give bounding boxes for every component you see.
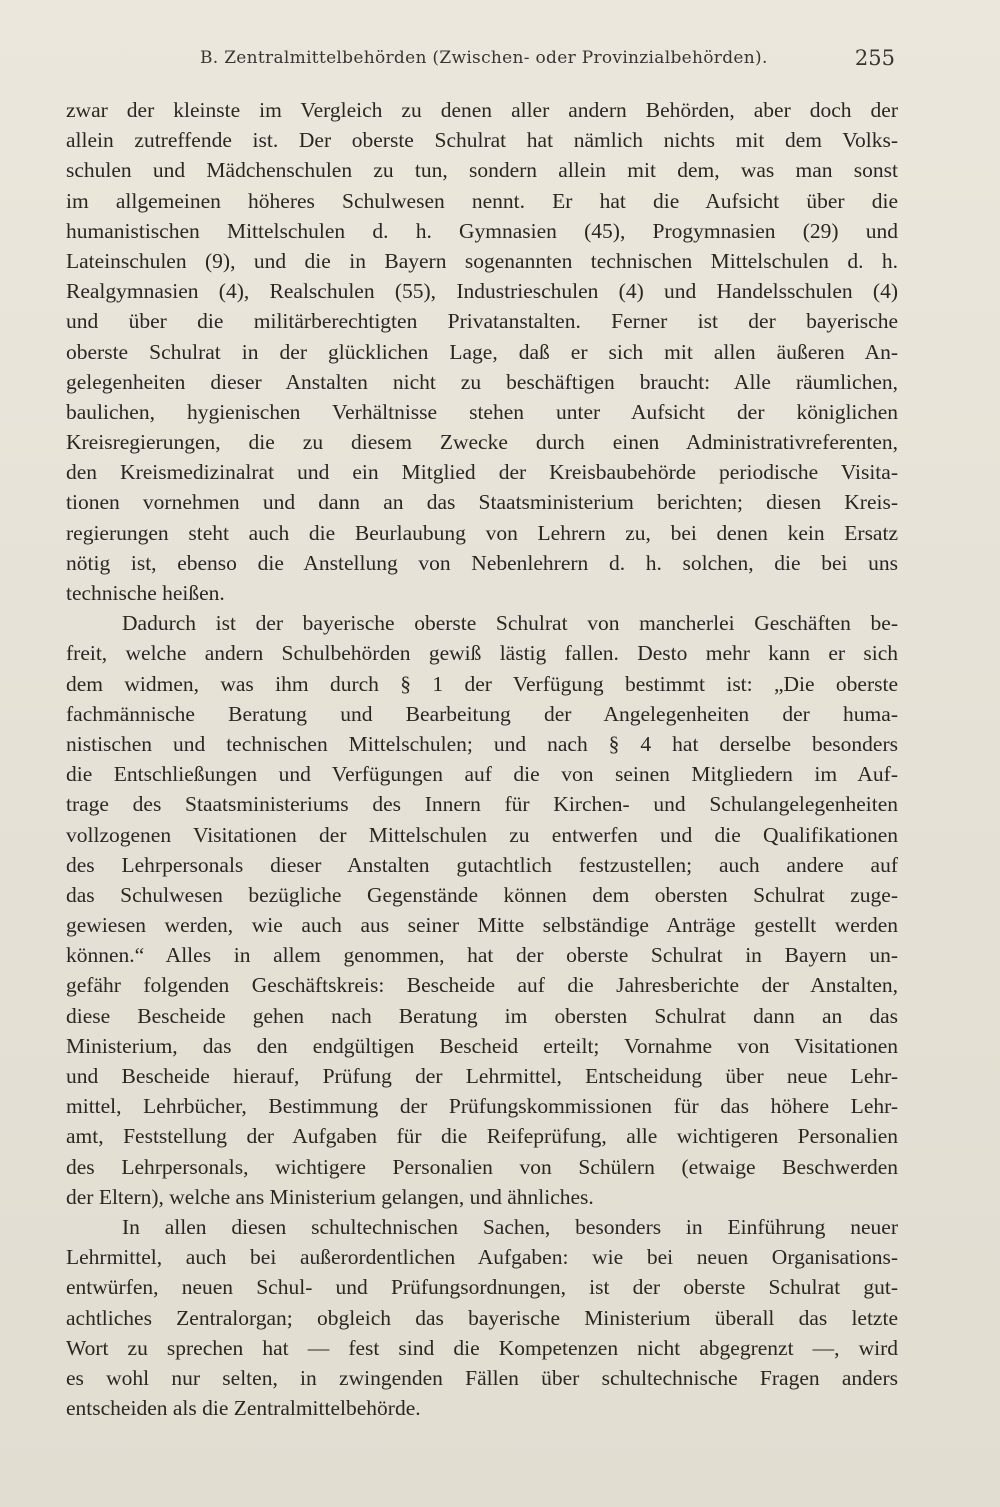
- text-line: entwürfen, neuen Schul- und Prüfungsordnungen, ist der oberste Schulrat gut-: [66, 1275, 898, 1300]
- text-line: Wort zu sprechen hat — fest sind die Kompetenzen nicht abgegrenzt —, wird: [66, 1335, 898, 1360]
- text-line: vollzogenen Visitationen der Mittelschulen zu entwerfen und die Qualifikationen: [66, 822, 898, 847]
- text-line: den Kreismedizinalrat und ein Mitglied der Kreisbaubehörde periodische Visita-: [66, 460, 898, 485]
- text-line: diese Bescheide gehen nach Beratung im obersten Schulrat dann an das: [66, 1003, 898, 1028]
- text-line: freit, welche andern Schulbehörden gewiß lästig fallen. Desto mehr kann er sich: [66, 641, 898, 666]
- text-line: zwar der kleinste im Vergleich zu denen aller andern Behörden, aber doch der: [66, 98, 898, 122]
- text-line: fachmännische Beratung und Bearbeitung der Angelegenheiten der huma-: [66, 701, 898, 726]
- text-line: und Bescheide hierauf, Prüfung der Lehrmittel, Entscheidung über neue Lehr-: [66, 1064, 898, 1088]
- text-line: baulichen, hygienischen Verhältnisse stehen unter Aufsicht der königlichen: [66, 399, 898, 424]
- text-line: des Lehrpersonals dieser Anstalten gutachtlich festzustellen; auch andere auf: [66, 852, 898, 877]
- text-line: Lehrmittel, auch bei außerordentlichen Aufgaben: wie bei neuen Organisations-: [66, 1245, 898, 1270]
- text-line: gelegenheiten dieser Anstalten nicht zu beschäftigen braucht: Alle räumlichen,: [66, 369, 898, 394]
- text-line: Realgymnasien (4), Realschulen (55), Industrieschulen (4) und Handelsschulen (4): [66, 279, 898, 304]
- page-number: 255: [854, 46, 895, 70]
- text-line: oberste Schulrat in der glücklichen Lage, daß er sich mit allen äußeren An-: [66, 339, 898, 364]
- text-line: im allgemeinen höheres Schulwesen nennt. Er hat die Aufsicht über die: [66, 188, 898, 213]
- paragraph-last-line: entscheiden als die Zentralmittelbehörde.: [66, 1396, 421, 1421]
- text-line: nistischen und technischen Mittelschulen; und nach § 4 hat derselbe besonders: [66, 731, 898, 756]
- text-line: humanistischen Mittelschulen d. h. Gymnasien (45), Progymnasien (29) und: [66, 218, 898, 243]
- running-title: B. Zentralmittelbehörden (Zwischen- oder Provinzialbehörden).: [200, 48, 768, 68]
- text-line: das Schulwesen bezügliche Gegenstände können dem obersten Schulrat zuge-: [66, 882, 898, 907]
- text-line: gefähr folgenden Geschäftskreis: Bescheide auf die Jahresberichte der Anstalten,: [66, 973, 898, 998]
- text-line: Lateinschulen (9), und die in Bayern sogenannten technischen Mittelschulen d. h.: [66, 248, 898, 273]
- text-line: die Entschließungen und Verfügungen auf die von seinen Mitgliedern im Auf-: [66, 762, 898, 787]
- text-line: amt, Feststellung der Aufgaben für die Reifeprüfung, alle wichtigeren Personalien: [66, 1124, 898, 1149]
- text-line: dem widmen, was ihm durch § 1 der Verfügung bestimmt ist: „Die oberste: [66, 671, 898, 696]
- text-line: nötig ist, ebenso die Anstellung von Nebenlehrern d. h. solchen, die bei uns: [66, 550, 898, 575]
- text-line: können.“ Alles in allem genommen, hat der oberste Schulrat in Bayern un-: [66, 943, 898, 968]
- text-line: achtliches Zentralorgan; obgleich das bayerische Ministerium überall das letzte: [66, 1305, 898, 1330]
- running-header: [200, 46, 895, 76]
- text-line: tionen vornehmen und dann an das Staatsministerium berichten; diesen Kreis-: [66, 490, 898, 515]
- text-line: Ministerium, das den endgültigen Bescheid erteilt; Vornahme von Visitationen: [66, 1033, 898, 1058]
- body-text: [66, 95, 898, 1423]
- text-line: trage des Staatsministeriums des Innern für Kirchen- und Schulangelegenheiten: [66, 792, 898, 817]
- text-line: des Lehrpersonals, wichtigere Personalien von Schülern (etwaige Beschwerden: [66, 1154, 898, 1179]
- text-line: allein zutreffende ist. Der oberste Schulrat hat nämlich nichts mit dem Volks-: [66, 128, 898, 153]
- text-line: regierungen steht auch die Beurlaubung von Lehrern zu, bei denen kein Ersatz: [66, 520, 898, 545]
- paragraph-first-line: In allen diesen schultechnischen Sachen, besonders in Einführung neuer: [122, 1214, 898, 1239]
- paragraph-first-line: Dadurch ist der bayerische oberste Schulrat von mancherlei Geschäften be-: [122, 611, 898, 636]
- text-line: schulen und Mädchenschulen zu tun, sondern allein mit dem, was man sonst: [66, 158, 898, 183]
- paragraph-last-line: der Eltern), welche ans Ministerium gelangen, und ähnliches.: [66, 1184, 594, 1209]
- text-line: gewiesen werden, wie auch aus seiner Mitte selbständige Anträge gestellt werden: [66, 913, 898, 938]
- text-line: mittel, Lehrbücher, Bestimmung der Prüfungskommissionen für das höhere Lehr-: [66, 1094, 898, 1119]
- text-line: und über die militärberechtigten Privatanstalten. Ferner ist der bayerische: [66, 309, 898, 334]
- text-line: Kreisregierungen, die zu diesem Zwecke durch einen Administrativreferenten,: [66, 430, 898, 455]
- text-line: es wohl nur selten, in zwingenden Fällen über schultechnische Fragen anders: [66, 1365, 898, 1390]
- paragraph-last-line: technische heißen.: [66, 581, 225, 605]
